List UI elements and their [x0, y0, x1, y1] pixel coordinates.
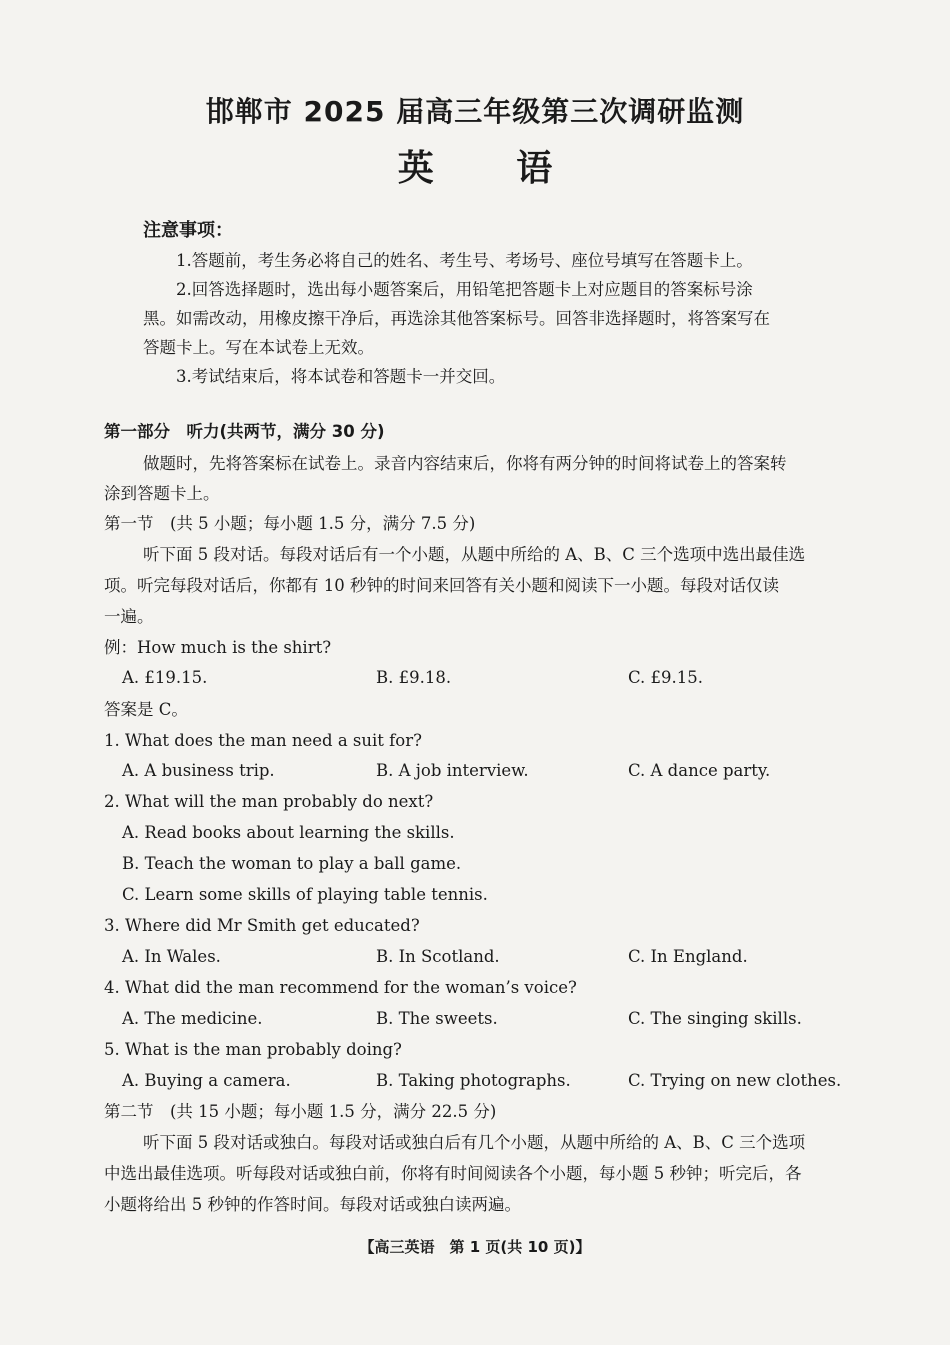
- notes-line: 1.答题前，考生务必将自己的姓名、考生号、考场号、座位号填写在答题卡上。: [176, 251, 753, 270]
- part1-intro-line: 涂到答题卡上。: [104, 484, 220, 503]
- section1-intro-line: 听下面 5 段对话。每段对话后有一个小题，从题中所给的 A、B、C 三个选项中选出最佳选: [143, 545, 806, 564]
- question-2-option-a: A. Read books about learning the skills.: [122, 823, 455, 842]
- exam-title: 邯郸市 2025 届高三年级第三次调研监测: [205, 95, 745, 128]
- section2-intro-line: 小题将给出 5 秒钟的作答时间。每段对话或独白读两遍。: [104, 1195, 521, 1214]
- notes-line: 2.回答选择题时，选出每小题答案后，用铅笔把答题卡上对应题目的答案标号涂: [176, 280, 753, 299]
- question-1-option-c: C. A dance party.: [628, 761, 771, 780]
- question-2-option-c: C. Learn some skills of playing table tennis.: [122, 885, 488, 904]
- question-4: 4. What did the man recommend for the woman’s voice?: [104, 978, 577, 997]
- notes-line: 黑。如需改动，用橡皮擦干净后，再选涂其他答案标号。回答非选择题时，将答案写在: [143, 309, 770, 328]
- question-5-option-b: B. Taking photographs.: [376, 1071, 571, 1090]
- example-option-a: A. £19.15.: [122, 668, 208, 687]
- question-4-option-c: C. The singing skills.: [628, 1009, 802, 1028]
- section1-heading: 第一节 (共 5 小题；每小题 1.5 分，满分 7.5 分): [104, 514, 476, 533]
- question-1-option-b: B. A job interview.: [376, 761, 529, 780]
- example-option-b: B. £9.18.: [376, 668, 452, 687]
- notes-heading: 注意事项：: [143, 220, 233, 241]
- question-3-option-c: C. In England.: [628, 947, 748, 966]
- question-5-option-a: A. Buying a camera.: [122, 1071, 291, 1090]
- notes-line: 3.考试结束后，将本试卷和答题卡一并交回。: [176, 367, 506, 386]
- example-answer: 答案是 C。: [104, 700, 188, 719]
- section2-heading: 第二节 (共 15 小题；每小题 1.5 分，满分 22.5 分): [104, 1102, 497, 1121]
- section1-intro-line: 一遍。: [104, 607, 154, 626]
- question-1: 1. What does the man need a suit for?: [104, 731, 422, 750]
- example-option-c: C. £9.15.: [628, 668, 704, 687]
- exam-subject: 英 语: [397, 148, 553, 189]
- question-3-option-b: B. In Scotland.: [376, 947, 500, 966]
- page-footer: 【高三英语 第 1 页(共 10 页)】: [359, 1238, 591, 1256]
- question-5-option-c: C. Trying on new clothes.: [628, 1071, 842, 1090]
- question-4-option-b: B. The sweets.: [376, 1009, 498, 1028]
- part1-intro-line: 做题时，先将答案标在试卷上。录音内容结束后，你将有两分钟的时间将试卷上的答案转: [143, 454, 787, 473]
- section2-intro-line: 听下面 5 段对话或独白。每段对话或独白后有几个小题，从题中所给的 A、B、C 三个选项: [143, 1133, 806, 1152]
- question-2-option-b: B. Teach the woman to play a ball game.: [122, 854, 462, 873]
- example-question: 例：How much is the shirt?: [104, 638, 332, 657]
- part1-heading: 第一部分 听力(共两节，满分 30 分): [104, 422, 385, 441]
- question-3: 3. Where did Mr Smith get educated?: [104, 916, 420, 935]
- question-1-option-a: A. A business trip.: [122, 761, 275, 780]
- question-2: 2. What will the man probably do next?: [104, 792, 434, 811]
- question-5: 5. What is the man probably doing?: [104, 1040, 402, 1059]
- section2-intro-line: 中选出最佳选项。听每段对话或独白前，你将有时间阅读各个小题，每小题 5 秒钟；听完后，各: [104, 1164, 802, 1183]
- question-4-option-a: A. The medicine.: [122, 1009, 263, 1028]
- section1-intro-line: 项。听完每段对话后，你都有 10 秒钟的时间来回答有关小题和阅读下一小题。每段对话仅读: [104, 576, 779, 595]
- notes-line: 答题卡上。写在本试卷上无效。: [143, 338, 374, 357]
- question-3-option-a: A. In Wales.: [122, 947, 221, 966]
